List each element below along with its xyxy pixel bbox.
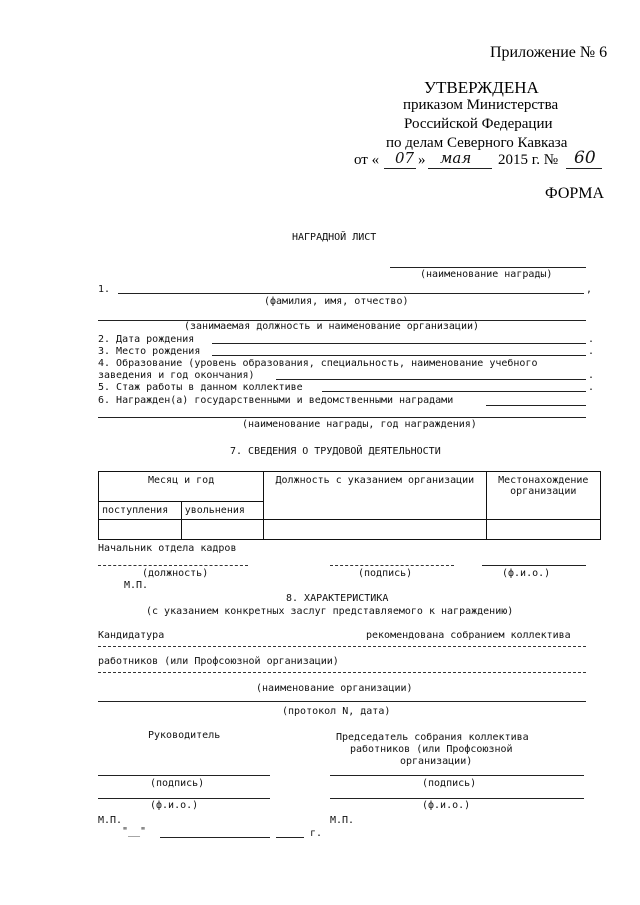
- chair-line-2: работников (или Профсоюзной: [350, 744, 513, 755]
- chair-signature-caption: (подпись): [422, 778, 477, 789]
- head-stamp: М.П.: [98, 815, 123, 826]
- table-row: [99, 520, 601, 540]
- item-3-label: 3. Место рождения: [98, 346, 201, 357]
- item-3-dot: .: [588, 346, 595, 357]
- hr-signature-line: [330, 565, 454, 566]
- order-date-prefix: от «: [354, 152, 380, 168]
- fio-caption: (фамилия, имя, отчество): [264, 296, 409, 307]
- org-caption: (наименование организации): [256, 683, 413, 694]
- cell-position[interactable]: [264, 520, 486, 540]
- item-2-label: 2. Дата рождения: [98, 334, 195, 345]
- order-date-quote-close: »: [418, 152, 426, 168]
- characteristic-line-1: [98, 672, 586, 673]
- item-1-label: 1.: [98, 284, 111, 295]
- chair-signature-line: [330, 775, 584, 776]
- item-4-label-line1: 4. Образование (уровень образования, специальность, наименование учебного: [98, 358, 538, 369]
- chair-fio-line: [330, 798, 584, 799]
- chair-fio-caption: (ф.и.о.): [422, 800, 471, 811]
- order-number-line: [566, 168, 602, 169]
- date-quotes: "__": [122, 826, 147, 837]
- order-day: 07: [395, 149, 415, 167]
- cell-location[interactable]: [486, 520, 600, 540]
- form-label: ФОРМА: [545, 185, 605, 202]
- hr-stamp: М.П.: [124, 580, 149, 591]
- award-name-line: [390, 267, 586, 268]
- col-month-year: Месяц и год: [99, 472, 264, 502]
- col-location-line1: Местонахождение: [498, 475, 589, 486]
- head-fio-caption: (ф.и.о.): [150, 800, 199, 811]
- hr-position-line: [98, 565, 248, 566]
- item-4-label-line2: заведения и год окончания): [98, 370, 255, 381]
- order-number: 60: [574, 148, 596, 168]
- hr-position-caption: (должность): [142, 568, 209, 579]
- order-day-line: [384, 168, 416, 169]
- awards-caption: (наименование награды, год награждения): [242, 419, 477, 430]
- chair-stamp: М.П.: [330, 815, 355, 826]
- date-year-line: [276, 837, 304, 838]
- col-dismissed: увольнения: [181, 502, 264, 520]
- item-6-label: 6. Награжден(а) государственными и ведомственными наградами: [98, 395, 454, 406]
- protocol-line: [98, 701, 586, 702]
- hr-fio-line: [482, 565, 586, 566]
- chair-line-1: Председатель собрания коллектива: [336, 732, 529, 743]
- section-8-title: 8. ХАРАКТЕРИСТИКА: [286, 593, 389, 604]
- hr-signature-caption: (подпись): [358, 568, 413, 579]
- item-5-label: 5. Стаж работы в данном коллективе: [98, 382, 303, 393]
- approval-line-3: по делам Северного Кавказа: [386, 135, 568, 151]
- candidacy-line: [98, 646, 586, 647]
- item-1-comma: ,: [586, 284, 593, 295]
- date-year-suffix: г.: [310, 828, 323, 839]
- protocol-caption: (протокол N, дата): [282, 706, 391, 717]
- position-caption: (занимаемая должность и наименование организации): [184, 321, 480, 332]
- fio-line: [118, 293, 584, 294]
- approval-line-2: Российской Федерации: [404, 116, 553, 132]
- hr-head-label: Начальник отдела кадров: [98, 543, 237, 554]
- hr-fio-caption: (ф.и.о.): [502, 568, 551, 579]
- order-year-text: 2015 г. №: [498, 152, 559, 168]
- date-month-line: [160, 837, 270, 838]
- award-name-caption: (наименование награды): [420, 269, 553, 280]
- col-location: [486, 472, 600, 520]
- birth-date-line: [212, 343, 586, 344]
- head-label: Руководитель: [148, 730, 221, 741]
- approved-label: УТВЕРЖДЕНА: [424, 78, 539, 97]
- chair-line-3: организации): [400, 756, 473, 767]
- item-2-dot: .: [588, 334, 595, 345]
- head-signature-line: [98, 775, 270, 776]
- section-8-subtitle: (с указанием конкретных заслуг представляемого к награждению): [146, 606, 514, 617]
- work-history-table: [98, 471, 601, 540]
- order-month-line: [428, 168, 492, 169]
- education-line: [276, 379, 586, 380]
- cell-dismissed[interactable]: [181, 520, 264, 540]
- birth-place-line: [212, 355, 586, 356]
- col-position: Должность с указанием организации: [264, 472, 486, 520]
- document-title: НАГРАДНОЙ ЛИСТ: [292, 232, 377, 243]
- cell-hired[interactable]: [99, 520, 182, 540]
- workers-label: работников (или Профсоюзной организации): [98, 656, 339, 667]
- head-signature-caption: (подпись): [150, 778, 205, 789]
- awards-line-2: [98, 417, 586, 418]
- item-5-dot: .: [588, 382, 595, 393]
- col-hired: поступления: [99, 502, 182, 520]
- order-month: мая: [440, 149, 472, 167]
- section-7-title: 7. СВЕДЕНИЯ О ТРУДОВОЙ ДЕЯТЕЛЬНОСТИ: [230, 446, 441, 457]
- experience-line: [322, 391, 586, 392]
- candidacy-label: Кандидатура: [98, 630, 165, 641]
- item-4-dot: .: [588, 370, 595, 381]
- head-fio-line: [98, 798, 270, 799]
- recommended-label: рекомендована собранием коллектива: [366, 630, 571, 641]
- awards-line-1: [486, 405, 586, 406]
- col-location-line2: организации: [510, 486, 577, 497]
- approval-line-1: приказом Министерства: [403, 97, 559, 113]
- appendix-label: Приложение № 6: [490, 44, 608, 61]
